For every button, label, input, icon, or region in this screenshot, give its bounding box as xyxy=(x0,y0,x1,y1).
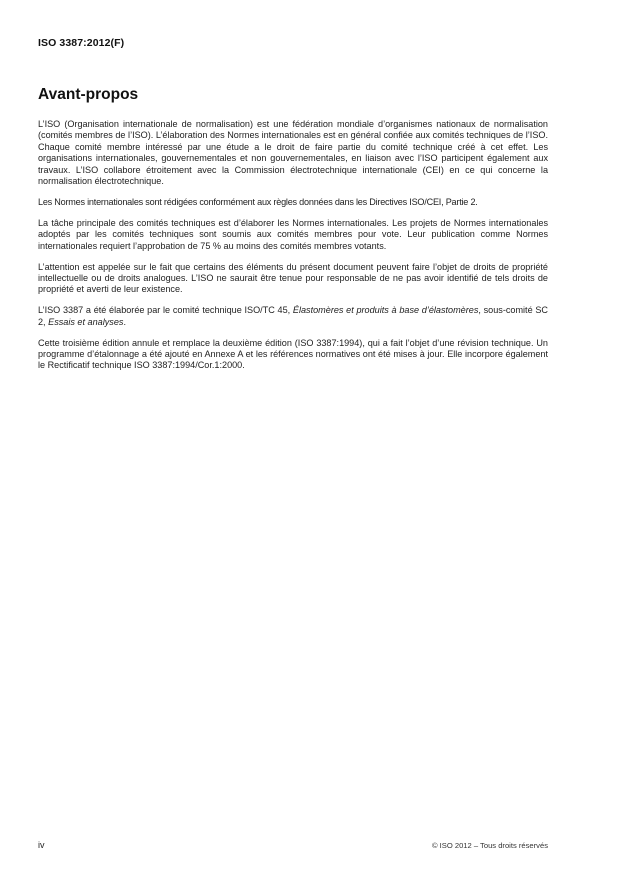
copyright-notice: © ISO 2012 – Tous droits réservés xyxy=(431,841,548,850)
paragraph-1: L’ISO (Organisation internationale de normalisation) est une fédération mondiale d’organismes nationaux de normalisation (comités membres de l’ISO). L’élaboration des Normes internationales est en général confiée aux comités techniques de l’ISO. Chaque comité membre intéressé par une étude a le droit de faire partie du comité technique créé à cet effet. Les organisations internationales, gouvernementales et non gouvernementales, en liaison avec l’ISO participent également aux travaux. L’ISO collabore étroitement avec la Commission électrotechnique internationale (CEI) en ce qui concerne la normalisation électrotechnique. xyxy=(38,119,548,187)
section-title: Avant-propos xyxy=(38,86,139,103)
paragraph-4: L’attention est appelée sur le fait que certains des éléments du présent document peuvent faire l’objet de droits de propriété intellectuelle ou de droits analogues. L’ISO ne saurait être tenue pour responsable de ne pas avoir identifié de tels droits de propriété et averti de leur existence. xyxy=(38,261,548,295)
paragraph-5-text-a: L’ISO 3387 a été élaborée par le comité technique ISO/TC 45, xyxy=(38,305,293,316)
committee-title: Élastomères et produits à base d’élastomères xyxy=(292,305,479,316)
paragraph-6: Cette troisième édition annule et remplace la deuxième édition (ISO 3387:1994), qui a fait l’objet d’une révision technique. Un programme d’étalonnage a été ajouté en Annexe A et les références normatives ont été mises à jour. Elle incorpore également le Rectificatif technique ISO 3387:1994/Cor.1:2000. xyxy=(38,337,548,371)
paragraph-5-text-c: . xyxy=(123,316,126,327)
document-id-header: ISO 3387:2012(F) xyxy=(38,37,125,49)
page-number: iv xyxy=(38,840,45,850)
subcommittee-title: Essais et analyses xyxy=(48,316,124,327)
body-text xyxy=(38,119,548,381)
paragraph-3: La tâche principale des comités techniques est d’élaborer les Normes internationales. Les projets de Normes internationales adoptés par les comités techniques sont soumis aux comités membres pour vote. Leur publication comme Normes internationales requiert l’approbation de 75 % au moins des comités membres votants. xyxy=(38,217,548,251)
paragraph-2: Les Normes internationales sont rédigées conformément aux règles données dans les Directives ISO/CEI, Partie 2. xyxy=(38,196,478,207)
paragraph-5 xyxy=(38,305,548,328)
paragraph-5-text-b: , sous-comité SC 2, xyxy=(38,305,548,327)
